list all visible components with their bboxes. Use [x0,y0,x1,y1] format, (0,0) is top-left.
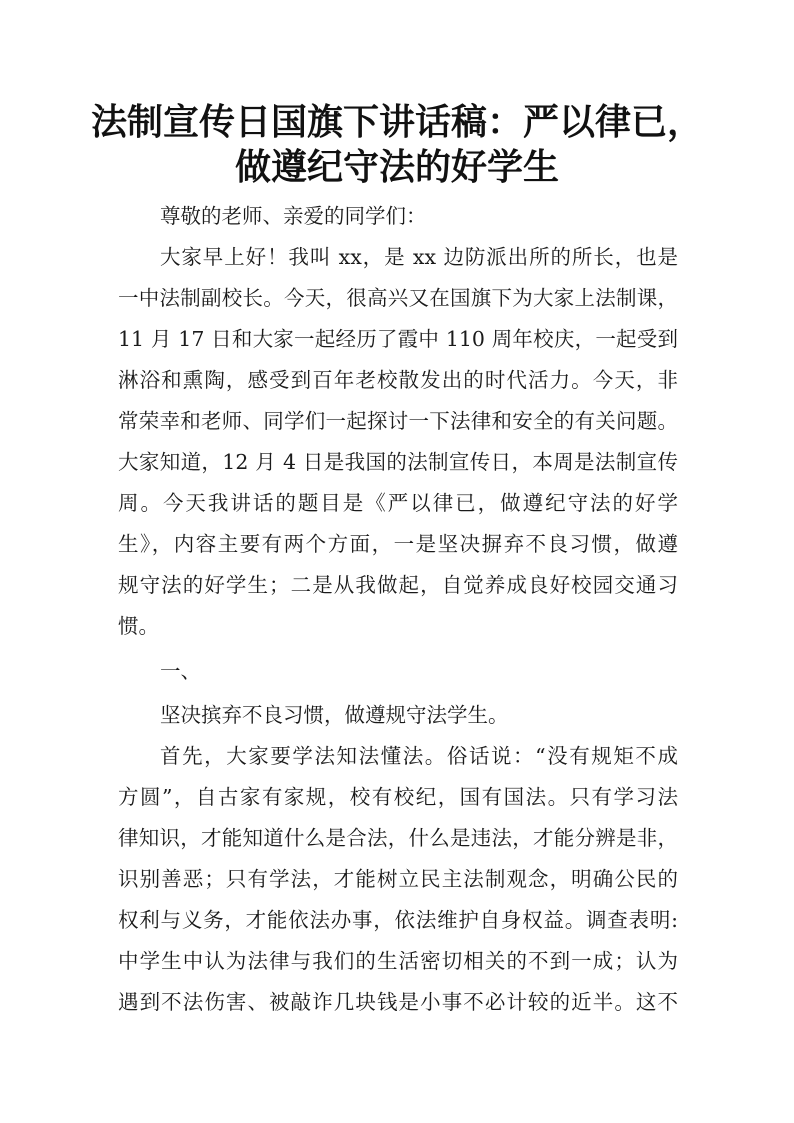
salutation: 尊敬的老师、亲爱的同学们： [160,204,427,228]
paragraph-line: 权利与义务，才能依法办事，依法维护自身权益。调查表明: [118,908,678,932]
section-heading: 坚决摈弃不良习惯，做遵规守法学生。 [160,703,509,727]
paragraph-line: 首先，大家要学法知法懂法。俗话说：“没有规矩不成 [160,744,678,768]
paragraph-line: 规守法的好学生；二是从我做起，自觉养成良好校园交通习 [118,573,678,597]
paragraph-line: 淋浴和熏陶，感受到百年老校散发出的时代活力。今天，非 [118,368,678,392]
paragraph-line: 一中法制副校长。今天，很高兴又在国旗下为大家上法制课， [118,286,678,310]
paragraph-line: 中学生中认为法律与我们的生活密切相关的不到一成；认为 [118,949,678,973]
document-title-line-1: 法制宣传日国旗下讲话稿：严以律已， [90,101,703,143]
paragraph-line: 遇到不法伤害、被敲诈几块钱是小事不必计较的近半。这不 [118,990,678,1014]
paragraph-line: 大家知道，12 月 4 日是我国的法制宣传日，本周是法制宣传 [118,450,678,474]
paragraph-line: 常荣幸和老师、同学们一起探讨一下法律和安全的有关问题。 [118,409,678,433]
paragraph-line: 识别善恶；只有学法，才能树立民主法制观念，明确公民的 [118,867,678,891]
document-title-line-2: 做遵纪守法的好学生 [234,146,559,188]
section-number: 一、 [160,659,201,683]
paragraph-line: 生》，内容主要有两个方面，一是坚决摒弃不良习惯，做遵 [118,532,678,556]
paragraph-line: 律知识，才能知道什么是合法，什么是违法，才能分辨是非， [118,826,678,850]
paragraph-line: 11 月 17 日和大家一起经历了霞中 110 周年校庆，一起受到 [118,327,678,351]
paragraph-line: 方圆”，自古家有家规，校有校纪，国有国法。只有学习法 [118,785,678,809]
paragraph-line: 惯。 [118,614,159,638]
paragraph-line: 周。今天我讲话的题目是《严以律已，做遵纪守法的好学 [118,491,678,515]
paragraph-line: 大家早上好！我叫 xx，是 xx 边防派出所的所长，也是 [160,245,678,269]
